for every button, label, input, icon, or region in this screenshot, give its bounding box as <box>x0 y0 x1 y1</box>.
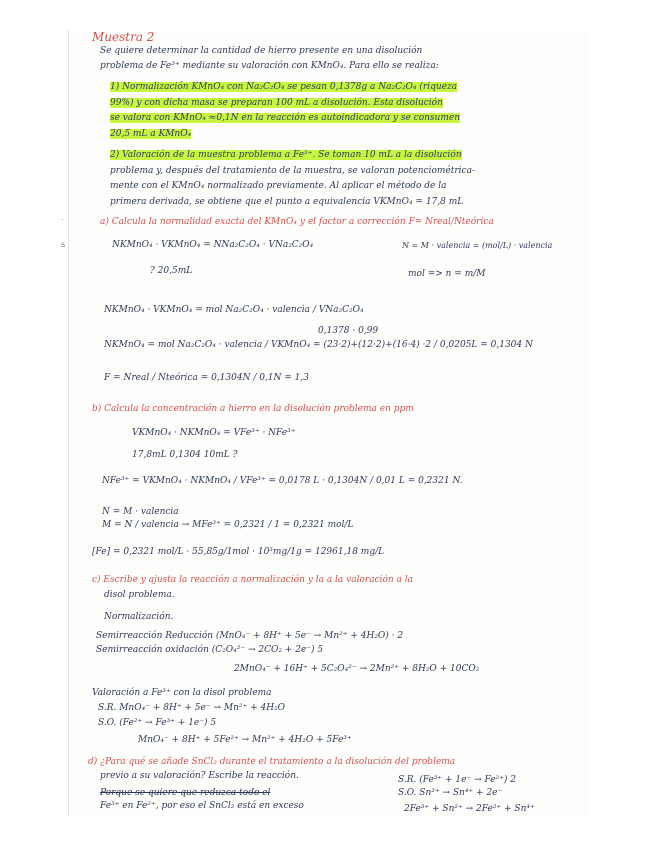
handwritten-line: primera derivada, se obtiene que el punto a equivalencia VKMnO₄ = 17,8 mL <box>110 197 464 207</box>
handwritten-line: S.R. (Fe³⁺ + 1e⁻ → Fe²⁺) 2 <box>398 775 517 785</box>
handwritten-line: Porque se quiere que reduzca todo el <box>100 788 271 798</box>
handwritten-line: b) Calcula la concentración a hierro en la disolución problema en ppm <box>92 404 414 414</box>
handwritten-line: Fe³⁺ en Fe²⁺, por eso el SnCl₂ está en exceso <box>100 801 304 811</box>
handwritten-line <box>110 113 460 124</box>
handwritten-line: Semirreacción Reducción (MnO₄⁻ + 8H⁺ + 5e⁻ → Mn²⁺ + 4H₂O) · 2 <box>96 631 404 641</box>
handwritten-line: S.O. Sn²⁺ → Sn⁴⁺ + 2e⁻ <box>398 788 503 798</box>
handwritten-line: c) Escribe y ajusta la reacción a normalización y la a la valoración a la <box>92 575 414 585</box>
handwritten-line: M = N / valencia → MFe³⁺ = 0,2321 / 1 = 0,2321 mol/L <box>102 520 354 530</box>
handwritten-line: problema y, después del tratamiento de la muestra, se valoran potenciométrica- <box>110 166 475 176</box>
handwritten-line: mol => n = m/M <box>408 269 486 279</box>
highlight-marker: 1) Normalización KMnO₄ con Na₂C₂O₄ se pesan 0,1378g a Na₂C₂O₄ (riqueza <box>110 82 458 92</box>
handwritten-line: mente con el KMnO₄ normalizado previamente. Al aplicar el método de la <box>110 181 447 191</box>
handwritten-line: disol problema. <box>104 590 175 600</box>
handwritten-line <box>110 82 457 93</box>
handwritten-line: NKMnO₄ · VKMnO₄ = NNa₂C₂O₄ · VNa₂C₂O₄ <box>112 240 314 250</box>
handwritten-line: VKMnO₄ · NKMnO₄ = VFe³⁺ · NFe³⁺ <box>132 428 296 438</box>
handwritten-line: 0,1378 · 0,99 <box>318 326 379 336</box>
highlight-marker: se valora con KMnO₄ ≈0,1N en la reacción es autoindicadora y se consumen <box>110 113 460 123</box>
handwritten-line: 17,8mL 0,1304 10mL ? <box>132 450 238 460</box>
handwritten-line: Valoración a Fe³⁺ con la disol problema <box>92 688 272 698</box>
handwritten-line: 2MnO₄⁻ + 16H⁺ + 5C₂O₄²⁻ → 2Mn²⁺ + 8H₂O + 10CO₂ <box>234 664 480 674</box>
handwritten-line: Se quiere determinar la cantidad de hierro presente en una disolución <box>100 46 423 56</box>
handwritten-line: F = Nreal / Nteórica = 0,1304N / 0,1N = 1,3 <box>104 373 309 383</box>
page-title: Muestra 2 <box>92 30 155 44</box>
handwritten-line: Normalización. <box>104 612 174 622</box>
handwritten-line: S.R. MnO₄⁻ + 8H⁺ + 5e⁻ → Mn²⁺ + 4H₂O <box>98 703 286 713</box>
handwritten-line: N = M · valencia = (mol/L) · valencia <box>402 241 553 250</box>
handwritten-line: NKMnO₄ · VKMnO₄ = mol Na₂C₂O₄ · valencia / VNa₂C₂O₄ <box>104 305 364 315</box>
page-margin-mark: . <box>61 213 64 222</box>
handwritten-line: a) Calcula la normalidad exacta del KMnO₄ y el factor a corrección F= Nreal/Nteórica <box>100 217 494 227</box>
handwritten-line: S.O. (Fe²⁺ → Fe³⁺ + 1e⁻) 5 <box>98 718 217 728</box>
handwritten-line: MnO₄⁻ + 8H⁺ + 5Fe²⁺ → Mn²⁺ + 4H₂O + 5Fe³⁺ <box>138 735 352 745</box>
handwritten-line: problema de Fe³⁺ mediante su valoración con KMnO₄. Para ello se realiza: <box>100 61 439 71</box>
highlight-marker: 20,5 mL a KMnO₄ <box>110 129 192 139</box>
highlight-marker: 99%) y con dicha masa se preparan 100 mL a disolución. Esta disolución <box>110 98 443 108</box>
handwritten-line: N = M · valencia <box>102 507 179 517</box>
handwritten-line: previo a su valoración? Escribe la reacción. <box>100 771 299 781</box>
handwritten-line: ? 20,5mL <box>150 266 193 276</box>
handwritten-line <box>110 150 462 161</box>
handwritten-line: d) ¿Para qué se añade SnCl₂ durante el tratamiento a la disolución del problema <box>88 757 456 767</box>
handwritten-line: NFe³⁺ = VKMnO₄ · NKMnO₄ / VFe³⁺ = 0,0178 L · 0,1304N / 0,01 L = 0,2321 N. <box>102 476 463 486</box>
highlight-marker: 2) Valoración de la muestra problema a Fe³⁺. Se toman 10 mL a la disolución <box>110 150 462 160</box>
handwritten-line: Semirreacción oxidación (C₂O₄²⁻ → 2CO₂ + 2e⁻) 5 <box>96 645 324 655</box>
handwritten-line <box>110 129 191 140</box>
handwritten-line: NKMnO₄ = mol Na₂C₂O₄ · valencia / VKMnO₄ = (23·2)+(12·2)+(16·4) ·2 / 0,0205L = 0,1304 N <box>104 340 533 350</box>
handwritten-line: [Fe] = 0,2321 mol/L · 55,85g/1mol · 10³mg/1g = 12961,18 mg/L <box>92 547 385 557</box>
page-margin-mark: s <box>61 240 66 249</box>
handwritten-line <box>110 98 443 109</box>
handwritten-line: 2Fe³⁺ + Sn²⁺ → 2Fe²⁺ + Sn⁴⁺ <box>404 804 535 814</box>
